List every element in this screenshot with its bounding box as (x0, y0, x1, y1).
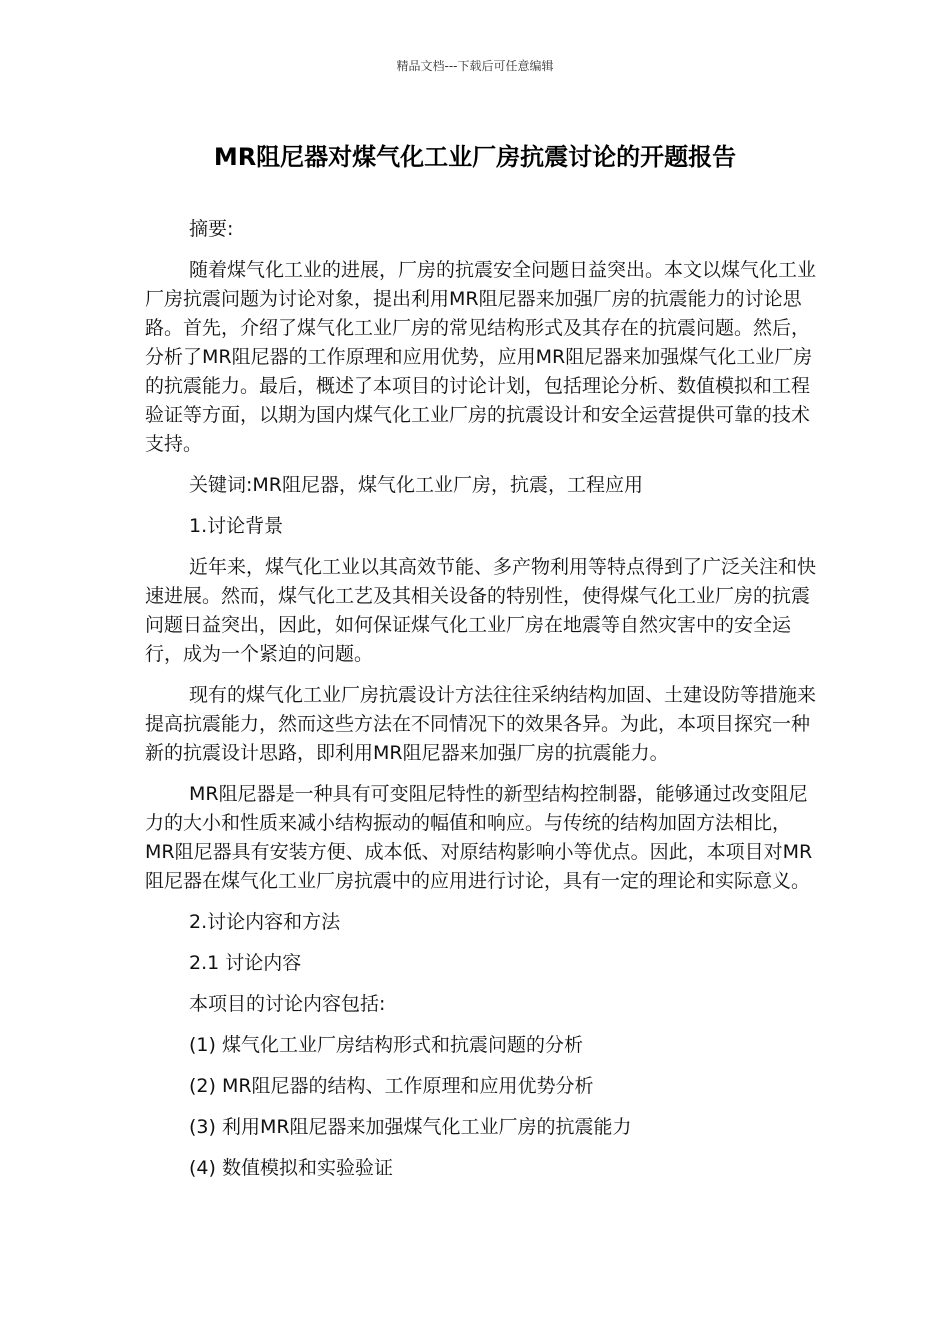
subsection-heading-content: 2.1 讨论内容 (189, 952, 302, 974)
list-item: (4) 数值模拟和实验验证 (189, 1157, 393, 1179)
page-header: 精品文档---下载后可任意编辑 (396, 59, 554, 73)
background-paragraph-3: MR阻尼器是一种具有可变阻尼特性的新型结构控制器，能够通过改变阻尼力的大小和性质来减小结构振动的幅值和响应。与传统的结构加固方法相比，MR阻尼器具有安装方便、成本低、对原结构影响小等优点。因此，本项目对MR阻尼器在煤气化工业厂房抗震中的应用进行讨论，具有一定的理论和实际意义。 (145, 783, 813, 892)
section-heading-background: 1.讨论背景 (189, 515, 284, 537)
document-title: MR阻尼器对煤气化工业厂房抗震讨论的开题报告 (213, 143, 737, 171)
list-item: (3) 利用MR阻尼器来加强煤气化工业厂房的抗震能力 (189, 1116, 632, 1138)
document-body (145, 215, 817, 1195)
abstract-heading: 摘要: (189, 218, 234, 240)
list-item: (1) 煤气化工业厂房结构形式和抗震问题的分析 (189, 1034, 583, 1056)
section-heading-content-methods: 2.讨论内容和方法 (189, 911, 341, 933)
background-paragraph-2: 现有的煤气化工业厂房抗震设计方法往往采纳结构加固、土建设防等措施来提高抗震能力，然而这些方法在不同情况下的效果各异。为此，本项目探究一种新的抗震设计思路，即利用MR阻尼器来加强厂房的抗震能力。 (145, 684, 817, 764)
list-item: (2) MR阻尼器的结构、工作原理和应用优势分析 (189, 1075, 594, 1097)
background-paragraph-1: 近年来，煤气化工业以其高效节能、多产物利用等特点得到了广泛关注和快速进展。然而，煤气化工艺及其相关设备的特别性，使得煤气化工业厂房的抗震问题日益突出，因此，如何保证煤气化工业厂房在地震等自然灾害中的安全运行，成为一个紧迫的问题。 (145, 556, 817, 665)
keywords-line: 关键词:MR阻尼器，煤气化工业厂房，抗震，工程应用 (189, 474, 643, 496)
abstract-paragraph: 随着煤气化工业的进展，厂房的抗震安全问题日益突出。本文以煤气化工业厂房抗震问题为讨论对象，提出利用MR阻尼器来加强厂房的抗震能力的讨论思路。首先，介绍了煤气化工业厂房的常见结构形式及其存在的抗震问题。然后，分析了MR阻尼器的工作原理和应用优势，应用MR阻尼器来加强煤气化工业厂房的抗震能力。最后，概述了本项目的讨论计划，包括理论分析、数值模拟和工程验证等方面，以期为国内煤气化工业厂房的抗震设计和安全运营提供可靠的技术支持。 (145, 259, 817, 455)
content-intro: 本项目的讨论内容包括: (189, 993, 386, 1015)
